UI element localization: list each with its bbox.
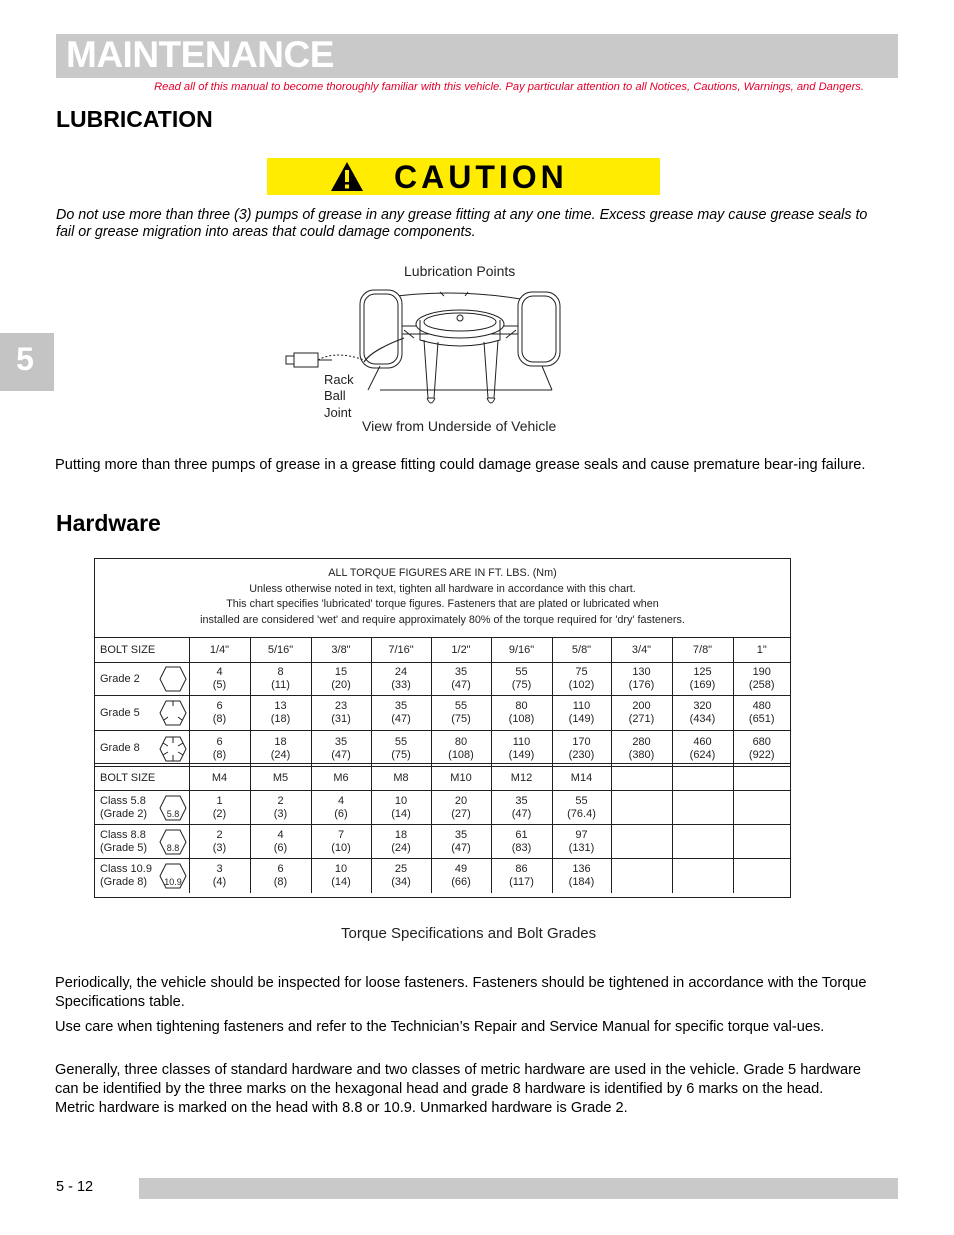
bolt-size-cell: 5/8" (552, 638, 611, 663)
joint-label: Joint (324, 405, 352, 420)
torque-value-cell (733, 663, 790, 696)
torque-nm: (117) (509, 875, 534, 888)
torque-nm: (20) (331, 679, 351, 691)
torque-ftlbs: 55 (454, 700, 468, 712)
torque-nm: (922) (748, 748, 775, 761)
class-label-cell (95, 791, 189, 825)
figure-title: Lubrication Points (404, 263, 516, 279)
torque-nm: (131) (568, 841, 595, 854)
grade-label: Grade 5 (100, 706, 140, 719)
grade-equivalent-label: (Grade 5) (100, 841, 148, 854)
torque-nm: (11) (271, 679, 290, 691)
safety-notice: Read all of this manual to become thoroughly familiar with this vehicle. Pay particular attention to all Notices, Cautions, Warnings, and Dangers. (154, 81, 864, 93)
bolt-size-cell: 1" (733, 638, 790, 663)
torque-ftlbs: 18 (394, 828, 408, 841)
bolt-head-mark: 8.8 (166, 842, 179, 853)
bolt-size-cell: M10 (431, 767, 491, 791)
footer-bar (139, 1178, 898, 1199)
caution-message: Do not use more than three (3) pumps of grease in any grease fitting at any one time. Excess grease may cause grease seals to fail or grease migration into areas that could damage components. (56, 207, 868, 240)
torque-value-cell (491, 663, 552, 696)
torque-ftlbs: 110 (572, 700, 591, 712)
torque-value-cell (552, 859, 611, 893)
bolt-size-header: BOLT SIZE (95, 767, 189, 791)
bolt-size-cell: M14 (552, 767, 611, 791)
torque-value-cell (491, 696, 552, 731)
torque-nm: (47) (451, 841, 471, 854)
torque-ftlbs: 7 (337, 828, 345, 841)
class-label-cell (95, 825, 189, 859)
torque-nm: (108) (508, 713, 535, 725)
torque-nm: (47) (451, 679, 471, 691)
torque-nm: (258) (748, 679, 775, 691)
torque-value-cell (672, 825, 733, 859)
torque-value-cell (552, 731, 611, 767)
bolt-size-cell: M12 (491, 767, 552, 791)
torque-value-cell (431, 791, 491, 825)
table-header-row (95, 638, 790, 663)
torque-nm: (6) (334, 807, 348, 820)
torque-notes (95, 566, 790, 628)
torque-nm: (149) (568, 713, 595, 725)
bolt-size-cell (733, 767, 790, 791)
torque-value-cell (611, 791, 672, 825)
chapter-tab (0, 333, 54, 391)
torque-value-cell (371, 825, 431, 859)
torque-ftlbs: 10 (394, 794, 408, 807)
torque-value-cell (189, 696, 250, 731)
torque-nm: (75) (511, 679, 532, 691)
torque-value-cell (552, 663, 611, 696)
torque-ftlbs: 25 (394, 862, 408, 875)
torque-value-cell (371, 696, 431, 731)
caution-label: CAUTION (394, 159, 568, 195)
torque-nm: (47) (511, 807, 532, 820)
torque-ftlbs: 13 (274, 700, 287, 712)
chapter-number: 5 (16, 341, 34, 377)
torque-value-cell (311, 791, 371, 825)
torque-nm: (230) (568, 748, 595, 761)
class-label: Class 5.8 (100, 794, 146, 807)
torque-ftlbs: 320 (693, 700, 712, 712)
torque-ftlbs: 15 (334, 666, 348, 678)
torque-ftlbs: 2 (277, 794, 284, 807)
bolt-size-cell (672, 767, 733, 791)
torque-nm: (24) (391, 841, 411, 854)
torque-nm: (108) (448, 748, 474, 761)
grade-label-cell (95, 731, 189, 767)
bolt-size-cell: 7/8" (672, 638, 733, 663)
torque-value-cell (611, 825, 672, 859)
torque-nm: (4) (212, 875, 227, 888)
torque-nm: (176) (628, 679, 655, 691)
class-label: Class 8.8 (100, 828, 146, 841)
warning-triangle-icon (330, 161, 364, 192)
figure-caption: View from Underside of Vehicle (362, 418, 557, 434)
grade-equivalent-label: (Grade 8) (100, 875, 148, 888)
torque-ftlbs: 3 (216, 862, 223, 875)
table-row (95, 696, 790, 731)
torque-ftlbs: 110 (512, 735, 531, 748)
torque-value-cell (552, 791, 611, 825)
torque-ftlbs: 4 (216, 666, 223, 678)
torque-ftlbs: 460 (693, 735, 712, 748)
torque-nm: (75) (451, 713, 471, 725)
torque-nm: (10) (331, 841, 351, 854)
torque-nm: (102) (568, 679, 595, 691)
bolt-size-header: BOLT SIZE (95, 638, 189, 663)
torque-value-cell (250, 696, 311, 731)
bolt-size-cell: 1/4" (189, 638, 250, 663)
bolt-size-cell: M4 (189, 767, 250, 791)
torque-value-cell (371, 731, 431, 767)
torque-value-cell (311, 825, 371, 859)
torque-nm: (2) (212, 807, 227, 820)
torque-value-cell (431, 825, 491, 859)
torque-value-cell (552, 825, 611, 859)
torque-ftlbs: 35 (454, 828, 468, 841)
torque-ftlbs: 1 (216, 794, 223, 807)
torque-nm: (434) (689, 713, 716, 725)
torque-value-cell (431, 663, 491, 696)
torque-nm: (33) (391, 679, 411, 691)
torque-ftlbs: 35 (334, 735, 348, 748)
torque-value-cell (311, 696, 371, 731)
torque-ftlbs: 80 (515, 700, 528, 712)
grade2-bolt-head-icon (159, 666, 187, 692)
bolt-size-cell: 1/2" (431, 638, 491, 663)
torque-nm: (47) (391, 713, 411, 725)
metric-torque-table (95, 766, 790, 893)
grade-label: Grade 8 (100, 742, 140, 755)
page-title: MAINTENANCE (66, 34, 334, 75)
hardware-paragraph: Use care when tightening fasteners and refer to the Technician’s Repair and Service Manual for specific torque val-ues. (55, 1019, 825, 1035)
lubrication-heading: LUBRICATION (56, 106, 213, 132)
torque-ftlbs: 136 (572, 862, 591, 875)
header-bar (56, 34, 898, 78)
torque-ftlbs: 55 (394, 735, 408, 748)
torque-value-cell (733, 859, 790, 893)
torque-value-cell (189, 663, 250, 696)
table-row (95, 731, 790, 767)
caution-banner (267, 158, 660, 195)
torque-value-cell (733, 696, 790, 731)
table-divider (95, 763, 790, 764)
bolt-size-cell (611, 767, 672, 791)
torque-ftlbs: 61 (515, 828, 528, 841)
torque-chart (94, 558, 791, 898)
torque-nm: (14) (331, 875, 351, 888)
torque-value-cell (431, 731, 491, 767)
torque-ftlbs: 6 (216, 735, 223, 748)
table-row (95, 663, 790, 696)
ball-label: Ball (324, 388, 346, 403)
bolt-size-cell: 3/8" (311, 638, 371, 663)
torque-value-cell (611, 859, 672, 893)
lubrication-figure (280, 260, 600, 440)
metric-bolt-head-icon (159, 829, 187, 855)
torque-nm: (34) (391, 875, 411, 888)
torque-ftlbs: 8 (277, 666, 284, 678)
torque-nm: (76.4) (567, 807, 596, 820)
torque-nm: (3) (212, 841, 227, 854)
bolt-size-cell: 9/16" (491, 638, 552, 663)
table-caption: Torque Specifications and Bolt Grades (341, 925, 597, 942)
torque-value-cell (672, 696, 733, 731)
torque-ftlbs: 190 (752, 666, 771, 678)
bolt-head-mark: 10.9 (163, 876, 182, 887)
table-row (95, 859, 790, 893)
torque-value-cell (311, 731, 371, 767)
torque-nm: (6) (273, 841, 288, 854)
torque-nm: (651) (748, 713, 775, 725)
torque-value-cell (250, 663, 311, 696)
torque-nm: (149) (508, 748, 535, 761)
torque-nm: (8) (273, 875, 288, 888)
torque-ftlbs: 80 (454, 735, 468, 748)
torque-value-cell (491, 731, 552, 767)
torque-value-cell (672, 791, 733, 825)
torque-ftlbs: 55 (575, 794, 588, 807)
class-label-cell (95, 859, 189, 893)
torque-nm: (24) (270, 748, 291, 761)
torque-value-cell (311, 663, 371, 696)
torque-ftlbs: 130 (632, 666, 651, 678)
torque-nm: (169) (689, 679, 716, 691)
torque-nm: (271) (628, 713, 655, 725)
torque-nm: (27) (451, 807, 471, 820)
bolt-size-cell: M5 (250, 767, 311, 791)
torque-ftlbs: 24 (394, 666, 408, 678)
torque-ftlbs: 680 (752, 735, 771, 748)
torque-value-cell (672, 663, 733, 696)
grade-label-cell (95, 696, 189, 731)
torque-ftlbs: 97 (575, 828, 588, 841)
torque-ftlbs: 200 (632, 700, 651, 712)
torque-ftlbs: 2 (216, 828, 223, 841)
grade8-bolt-head-icon (159, 736, 187, 762)
torque-ftlbs: 4 (277, 828, 284, 841)
bolt-size-cell: M8 (371, 767, 431, 791)
torque-value-cell (250, 825, 311, 859)
torque-nm: (5) (212, 679, 227, 691)
torque-value-cell (189, 731, 250, 767)
torque-note-line: Unless otherwise noted in text, tighten all hardware in accordance with this chart. (249, 582, 636, 595)
table-row (95, 825, 790, 859)
torque-value-cell (250, 731, 311, 767)
grade-label-cell (95, 663, 189, 696)
torque-ftlbs: 20 (454, 794, 468, 807)
torque-nm: (8) (212, 713, 227, 725)
torque-ftlbs: 55 (515, 666, 528, 678)
torque-value-cell (672, 731, 733, 767)
torque-value-cell (431, 696, 491, 731)
torque-nm: (624) (689, 748, 716, 761)
metric-bolt-head-icon (159, 795, 187, 821)
torque-value-cell (250, 859, 311, 893)
table-row (95, 791, 790, 825)
bolt-head-mark: 5.8 (166, 808, 179, 819)
torque-value-cell (552, 696, 611, 731)
torque-ftlbs: 280 (632, 735, 651, 748)
metric-bolt-head-icon (159, 863, 187, 889)
torque-ftlbs: 6 (277, 862, 284, 875)
hardware-heading: Hardware (56, 510, 161, 536)
torque-ftlbs: 480 (752, 700, 771, 712)
torque-ftlbs: 23 (334, 700, 348, 712)
torque-nm: (14) (391, 807, 411, 820)
lubrication-paragraph: Putting more than three pumps of grease in a grease fitting could damage grease seals and cause premature bear-ing failure. (55, 457, 866, 473)
torque-ftlbs: 170 (572, 735, 591, 748)
torque-value-cell (371, 791, 431, 825)
torque-value-cell (611, 696, 672, 731)
torque-ftlbs: 49 (454, 862, 468, 875)
torque-value-cell (611, 663, 672, 696)
torque-value-cell (189, 791, 250, 825)
torque-nm: (47) (331, 748, 351, 761)
torque-value-cell (250, 791, 311, 825)
hardware-paragraph: Generally, three classes of standard hardware and two classes of metric hardware are used in the vehicle. Grade 5 hardware can be identified by the three marks on the hexagonal head and grade 8 hardware is identified by 6 marks on the head. Metric hardware is marked on the head with 8.8 or 10.9. Unmarked hardware is Grade 2. (55, 1062, 862, 1116)
torque-value-cell (431, 859, 491, 893)
torque-value-cell (371, 859, 431, 893)
class-label: Class 10.9 (100, 862, 152, 875)
torque-ftlbs: 4 (337, 794, 345, 807)
standard-torque-table (95, 637, 790, 767)
torque-ftlbs: 10 (334, 862, 348, 875)
torque-nm: (8) (212, 748, 227, 761)
torque-value-cell (611, 731, 672, 767)
torque-note-line: This chart specifies 'lubricated' torque figures. Fasteners that are plated or lubricated when (226, 598, 659, 611)
torque-note-line: installed are considered 'wet' and require approximately 80% of the torque required for 'dry' fasteners. (200, 613, 685, 626)
bolt-size-cell: 7/16" (371, 638, 431, 663)
torque-ftlbs: 35 (515, 794, 528, 807)
rack-label: Rack (324, 372, 354, 387)
torque-value-cell (189, 859, 250, 893)
grade5-bolt-head-icon (159, 700, 187, 726)
torque-value-cell (189, 825, 250, 859)
torque-value-cell (311, 859, 371, 893)
torque-value-cell (733, 791, 790, 825)
torque-nm: (31) (331, 713, 351, 725)
grade-equivalent-label: (Grade 2) (100, 807, 148, 820)
torque-nm: (18) (270, 713, 291, 725)
torque-ftlbs: 75 (575, 666, 588, 678)
bolt-size-cell: M6 (311, 767, 371, 791)
grade-label: Grade 2 (100, 672, 140, 685)
torque-ftlbs: 6 (216, 700, 223, 712)
torque-ftlbs: 18 (274, 735, 287, 748)
bolt-size-cell: 3/4" (611, 638, 672, 663)
page-number: 5 - 12 (56, 1179, 94, 1195)
torque-ftlbs: 86 (515, 862, 528, 875)
torque-nm: (83) (511, 841, 532, 854)
torque-value-cell (672, 859, 733, 893)
torque-ftlbs: 35 (394, 700, 408, 712)
torque-value-cell (371, 663, 431, 696)
torque-nm: (380) (628, 748, 655, 761)
table-header-row (95, 767, 790, 791)
torque-note-line: ALL TORQUE FIGURES ARE IN FT. LBS. (Nm) (328, 567, 557, 579)
torque-value-cell (491, 825, 552, 859)
torque-value-cell (491, 791, 552, 825)
torque-nm: (66) (451, 875, 471, 888)
hardware-paragraph: Periodically, the vehicle should be inspected for loose fasteners. Fasteners should be tightened in accordance with the Torque Specifications table. (55, 975, 867, 1010)
torque-nm: (184) (568, 875, 595, 888)
torque-nm: (3) (273, 807, 288, 820)
torque-value-cell (491, 859, 552, 893)
bolt-size-cell: 5/16" (250, 638, 311, 663)
torque-nm: (75) (391, 748, 411, 761)
torque-value-cell (733, 731, 790, 767)
torque-ftlbs: 125 (693, 666, 712, 678)
torque-ftlbs: 35 (454, 666, 468, 678)
torque-value-cell (733, 825, 790, 859)
